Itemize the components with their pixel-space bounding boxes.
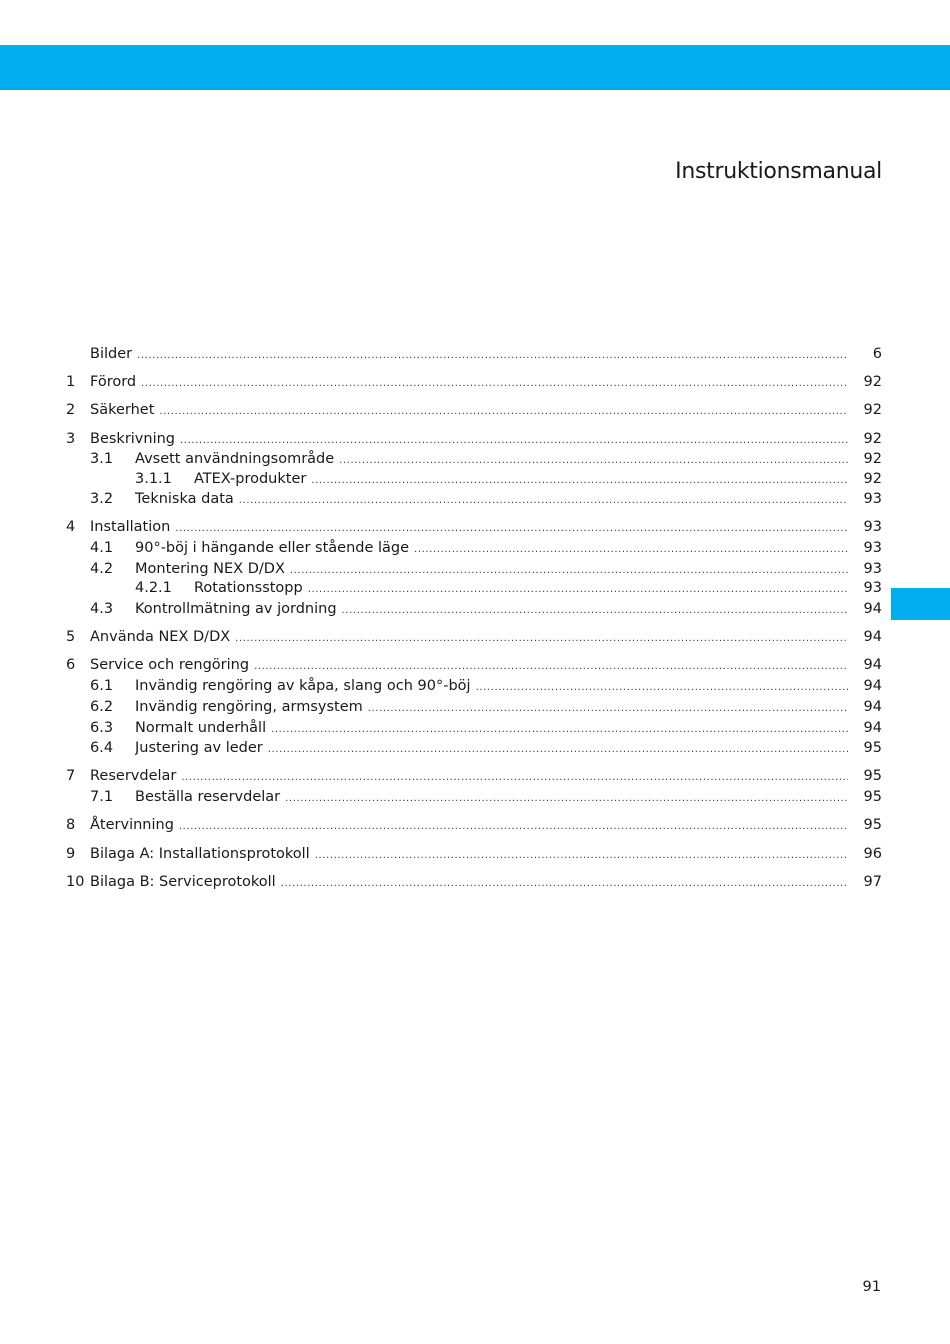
toc-entry-page: 93 — [863, 580, 882, 596]
toc-entry-number: 7 — [66, 768, 76, 784]
toc-dot-leader — [368, 699, 848, 719]
toc-entry — [66, 489, 882, 509]
toc-entry-text — [135, 738, 848, 760]
toc-entry-label: Service och rengöring — [90, 657, 250, 673]
toc-entry-page: 94 — [863, 657, 882, 673]
toc-dot-leader — [315, 846, 848, 866]
toc-entry-page: 93 — [863, 540, 882, 556]
toc-entry — [66, 599, 882, 619]
toc-entry-label: Beskrivning — [90, 431, 176, 447]
toc-entry-text — [90, 400, 848, 422]
toc-dot-leader — [271, 720, 848, 740]
toc-entry — [66, 469, 882, 489]
toc-entry — [66, 676, 882, 696]
toc-entry-label: ATEX-produkter — [194, 471, 307, 487]
toc-entry-text — [135, 697, 848, 719]
toc-entry-number: 2 — [66, 402, 76, 418]
toc-entry-text — [90, 517, 848, 539]
toc-entry-page: 96 — [863, 846, 882, 862]
toc-entry — [66, 578, 882, 598]
toc-entry-page: 6 — [872, 346, 882, 362]
toc-entry-text — [90, 844, 848, 866]
toc-entry-number: 4.1 — [90, 540, 114, 556]
toc-entry-number: 6.3 — [90, 720, 114, 736]
toc-entry-page: 94 — [863, 678, 882, 694]
toc-dot-leader — [476, 678, 848, 698]
toc-dot-leader — [254, 657, 848, 677]
toc-entry-label: Bilaga A: Installationsprotokoll — [90, 846, 310, 862]
toc-entry-text — [90, 872, 848, 894]
toc-entry-label: Invändig rengöring, armsystem — [135, 699, 363, 715]
page-number: 91 — [862, 1279, 881, 1295]
toc-entry-label: Återvinning — [90, 817, 174, 833]
toc-entry-page: 94 — [863, 720, 882, 736]
toc-entry — [66, 429, 882, 449]
toc-entry-text — [194, 578, 848, 600]
toc-dot-leader — [180, 431, 848, 451]
toc-entry-number: 6 — [66, 657, 76, 673]
toc-entry-label: Använda NEX D/DX — [90, 629, 231, 645]
toc-entry-text — [135, 599, 848, 621]
toc-entry-label: Förord — [90, 374, 137, 390]
toc-entry-text — [90, 766, 848, 788]
toc-entry-label: Reservdelar — [90, 768, 177, 784]
toc-dot-leader — [159, 402, 848, 422]
toc-entry-number: 9 — [66, 846, 76, 862]
toc-entry-text — [90, 627, 848, 649]
toc-entry-label: Normalt underhåll — [135, 720, 267, 736]
toc-entry-label: Avsett användningsområde — [135, 451, 335, 467]
toc-dot-leader — [308, 580, 848, 600]
toc-entry — [66, 872, 882, 892]
toc-entry-number: 8 — [66, 817, 76, 833]
toc-entry-page: 95 — [863, 789, 882, 805]
toc-entry-text — [194, 469, 848, 491]
toc-dot-leader — [141, 374, 848, 394]
toc-entry-page: 93 — [863, 561, 882, 577]
toc-entry-number: 4 — [66, 519, 76, 535]
toc-entry-number: 10 — [66, 874, 85, 890]
toc-dot-leader — [179, 817, 848, 837]
toc-entry — [66, 449, 882, 469]
toc-entry — [66, 538, 882, 558]
toc-entry — [66, 627, 882, 647]
toc-entry-page: 94 — [863, 601, 882, 617]
toc-entry-number: 3 — [66, 431, 76, 447]
document-title: Instruktionsmanual — [675, 158, 882, 184]
toc-entry — [66, 517, 882, 537]
toc-entry — [66, 372, 882, 392]
toc-entry — [66, 559, 882, 579]
toc-entry-label: Rotationsstopp — [194, 580, 303, 596]
toc-entry — [66, 697, 882, 717]
toc-dot-leader — [181, 768, 848, 788]
toc-entry-label: Bilder — [90, 346, 133, 362]
toc-entry-text — [135, 449, 848, 471]
toc-entry-label: Justering av leder — [135, 740, 263, 756]
toc-dot-leader — [175, 519, 848, 539]
toc-dot-leader — [311, 471, 848, 491]
toc-dot-leader — [281, 874, 848, 894]
toc-entry-page: 93 — [863, 519, 882, 535]
toc-entry — [66, 655, 882, 675]
toc-entry-number: 4.2.1 — [135, 580, 172, 596]
toc-entry-text — [90, 815, 848, 837]
toc-entry-number: 5 — [66, 629, 76, 645]
toc-entry-page: 92 — [863, 402, 882, 418]
toc-entry-number: 6.2 — [90, 699, 114, 715]
toc-entry-number: 3.1.1 — [135, 471, 172, 487]
toc-entry-number: 7.1 — [90, 789, 114, 805]
toc-entry-page: 93 — [863, 491, 882, 507]
toc-entry — [66, 815, 882, 835]
toc-entry-label: Beställa reservdelar — [135, 789, 281, 805]
toc-dot-leader — [268, 740, 848, 760]
toc-entry-label: 90°-böj i hängande eller stående läge — [135, 540, 410, 556]
toc-entry-label: Montering NEX D/DX — [135, 561, 285, 577]
toc-entry-page: 92 — [863, 451, 882, 467]
toc-entry-text — [135, 718, 848, 740]
toc-entry-page: 92 — [863, 471, 882, 487]
toc-entry-page: 92 — [863, 374, 882, 390]
toc-entry-label: Tekniska data — [135, 491, 234, 507]
toc-dot-leader — [414, 540, 848, 560]
toc-entry-label: Säkerhet — [90, 402, 155, 418]
toc-entry-label: Kontrollmätning av jordning — [135, 601, 337, 617]
toc-entry-text — [90, 655, 848, 677]
toc-entry-text — [90, 429, 848, 451]
toc-entry — [66, 718, 882, 738]
toc-entry-page: 95 — [863, 817, 882, 833]
toc-entry-page: 92 — [863, 431, 882, 447]
toc-entry-text — [90, 344, 848, 366]
toc-entry-number: 6.4 — [90, 740, 114, 756]
toc-entry-page: 95 — [863, 740, 882, 756]
toc-dot-leader — [285, 789, 848, 809]
toc-dot-leader — [339, 451, 848, 471]
toc-entry-page: 94 — [863, 629, 882, 645]
toc-entry-label: Bilaga B: Serviceprotokoll — [90, 874, 276, 890]
toc-entry-number: 6.1 — [90, 678, 114, 694]
toc-entry — [66, 344, 882, 364]
toc-entry — [66, 766, 882, 786]
toc-dot-leader — [239, 491, 848, 511]
toc-entry-text — [135, 676, 848, 698]
toc-entry-number: 3.1 — [90, 451, 114, 467]
toc-entry-text — [135, 538, 848, 560]
toc-dot-leader — [235, 629, 848, 649]
toc-entry-text — [90, 372, 848, 394]
toc-dot-leader — [342, 601, 848, 621]
toc-entry-page: 95 — [863, 768, 882, 784]
toc-entry-text — [135, 787, 848, 809]
toc-entry-number: 1 — [66, 374, 76, 390]
toc-dot-leader — [137, 346, 848, 366]
toc-entry — [66, 787, 882, 807]
toc-entry-label: Installation — [90, 519, 171, 535]
toc-entry — [66, 400, 882, 420]
toc-entry-text — [135, 489, 848, 511]
toc-entry — [66, 844, 882, 864]
toc-entry-page: 94 — [863, 699, 882, 715]
toc-entry — [66, 738, 882, 758]
toc-entry-number: 4.3 — [90, 601, 114, 617]
toc-entry-label: Invändig rengöring av kåpa, slang och 90°-böj — [135, 678, 471, 694]
toc-entry-number: 3.2 — [90, 491, 114, 507]
toc-entry-number: 4.2 — [90, 561, 114, 577]
toc-entry-page: 97 — [863, 874, 882, 890]
